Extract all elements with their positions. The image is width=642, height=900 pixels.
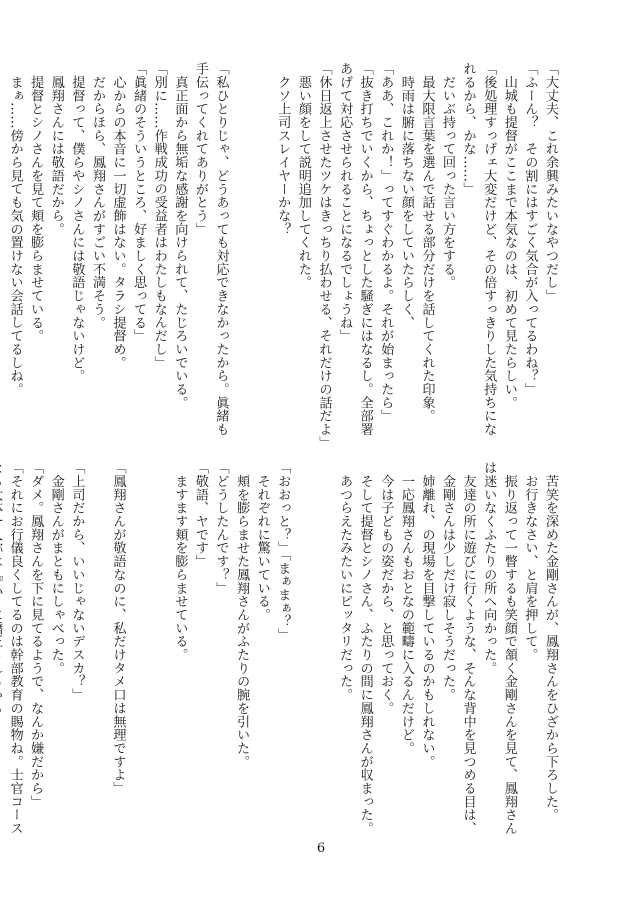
text-line: あつらえたみたいにピッタリだった。 — [337, 461, 353, 702]
text-line: そして提督とシノさん、ふたりの間に鳳翔さんが収まった。 — [357, 461, 373, 835]
text-line: 手伝ってくれてありがとう」 — [192, 62, 208, 236]
text-line: 「休日返上させたツケはきっちり払わせる、それだけの話だよ」 — [316, 62, 332, 450]
text-line: 時雨は腑に落ちない顔をしていたらしく、 — [398, 62, 414, 329]
text-line: 「ああ、これか！」ってすぐわかるよ。それが始まったら」 — [378, 62, 394, 423]
text-line: 「上司だから、いいじゃないデスカ？」 — [69, 461, 85, 702]
text-line: だからほら、鳳翔さんがすごい不満そう。 — [89, 62, 105, 329]
text-line: は迷いなくふたりの所へ向かった。 — [481, 461, 497, 675]
text-line — [148, 461, 169, 803]
text-line: 「鳳翔さんが敬語なのに、私だけタメ口は無理ですよ」 — [110, 461, 126, 795]
text-block-lower — [7, 461, 560, 835]
text-line: 姉離れ、の現場を目撃しているのかもしれない。 — [419, 461, 435, 769]
text-line: ますます頬を膨らませている。 — [172, 461, 188, 662]
text-line: 「大丈夫、これ余興みたいなやつだし」 — [543, 62, 558, 303]
text-line — [313, 461, 334, 803]
text-line: 振り返って一瞥するも笑顔で頷く金剛さんを見て、鳳翔さん — [501, 461, 517, 835]
text-line: それぞれに驚いている。 — [254, 461, 270, 622]
text-line: 今は子どもの姿だから、と思っておく。 — [378, 461, 394, 715]
text-line — [86, 461, 107, 803]
text-line: クソ上司スレイヤーかな？ — [275, 62, 291, 236]
text-line: 「ふーん？ その割にはすごく気合が入ってるわね？」 — [522, 62, 538, 396]
text-line: だいぶ持って回った言い方をする。 — [440, 62, 456, 289]
text-line: 苦笑を深めた金剛さんが、鳳翔さんをひざから下ろした。 — [543, 461, 558, 822]
text-line: 「後処理すっげェ大変だけど、その倍すっきりした気持ちにな — [481, 62, 497, 436]
text-line: 山城も提督がここまで本気なのは、初めて見たらしい。 — [501, 62, 517, 410]
text-line: 「別に……作戦成功の受益者はわたしもなんだし」 — [151, 62, 167, 370]
text-line — [128, 461, 149, 803]
text-line: 頬を膨らませた鳳翔さんがふたりの腕を引いた。 — [234, 461, 250, 769]
text-line: 「抜き打ちでいくから、ちょっとした騒ぎにはなるし。全部署 — [357, 62, 373, 436]
text-line: 悪い顔をして説明追加してくれた。 — [295, 62, 311, 289]
text-line: 提督とシノさんを見て頬を膨らませている。 — [28, 62, 44, 343]
text-line: 「それにお行儀良くしてるのは幹部教育の賜物ね。士官コース — [7, 461, 23, 835]
page-number: 6 — [316, 841, 326, 856]
text-line: まぁ……傍から見ても気の置けない会話してるしね。 — [7, 62, 23, 396]
text-line — [292, 461, 313, 803]
text-line — [251, 62, 272, 404]
text-line: 真正面から無垢な感謝を向けられて、たじろいでいる。 — [172, 62, 188, 410]
text-line: 友達の所に遊びに行くような、そんな背中を見つめる目は、 — [460, 461, 476, 835]
text-line: れるから、かな……」 — [460, 62, 476, 196]
text-line: 「眞緒のそういうところ、好ましく思ってる」 — [131, 62, 147, 343]
text-line: 「どうしたんです？」 — [213, 461, 229, 595]
text-line: 一応鳳翔さんもおとなの範疇に入るんだけど。 — [398, 461, 414, 755]
text-line: 鳳翔さんには敬語だから。 — [48, 62, 64, 236]
text-line: 「ダメ。鳳翔さんを下に見てるようで、なんか嫌だから」 — [28, 461, 44, 809]
text-line — [231, 62, 252, 404]
text-line: 「私ひとりじゃ、どうあっても対応できなかったから。眞緒も — [213, 62, 229, 436]
text-line: 「おおっと？」「まぁまぁ？」 — [275, 461, 291, 642]
text-line: あげて対応させられることになるでしょうね」 — [337, 62, 353, 343]
text-line: 金剛さんは少しだけ寂しそうだった。 — [440, 461, 456, 702]
text-line: 提督って、僕らやシノさんには敬語じゃないけど。 — [69, 62, 85, 383]
text-line: お行きなさい、と肩を押して。 — [522, 461, 538, 662]
text-block-upper — [7, 62, 560, 450]
text-line: 金剛さんがまともにしゃべった。 — [48, 461, 64, 675]
text-line: 最大限言葉を選んで話せる部分だけを話してくれた印象。 — [419, 62, 435, 423]
text-line: 「敬語、ヤです」 — [192, 461, 208, 568]
text-line: 心からの本音に一切虚飾はない。タラシ提督め。 — [110, 62, 126, 370]
